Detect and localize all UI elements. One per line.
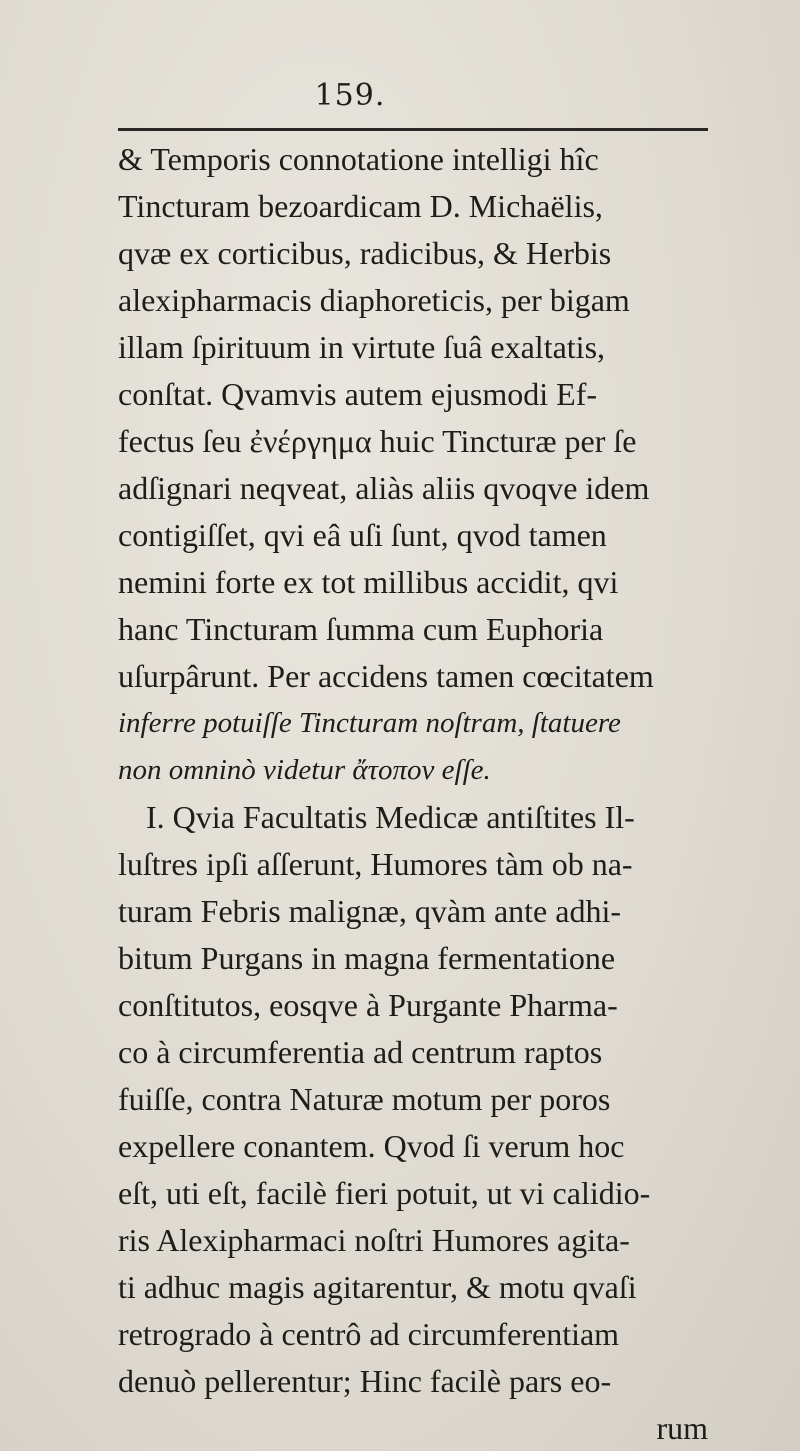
header-rule <box>118 128 708 131</box>
text-line: uſurpârunt. Per accidens tamen cœcitatem <box>118 658 654 694</box>
text-line: co à circumferentia ad centrum raptos <box>118 1034 603 1070</box>
text-line: ti adhuc magis agitarentur, & motu qvaſi <box>118 1269 637 1305</box>
text-line: Tincturam bezoardicam D. Michaëlis, <box>118 188 603 224</box>
text-line: ris Alexipharmaci noſtri Humores agita- <box>118 1222 630 1258</box>
text-line: conſtitutos, eosqve à Purgante Pharma- <box>118 987 618 1023</box>
text-line: fuiſſe, contra Naturæ motum per poros <box>118 1081 611 1117</box>
text-line: expellere conantem. Qvod ſi verum hoc <box>118 1128 625 1164</box>
text-line: contigiſſet, qvi eâ uſi ſunt, qvod tamen <box>118 517 607 553</box>
text-line: qvæ ex corticibus, radicibus, & Herbis <box>118 235 612 271</box>
text-line: illam ſpirituum in virtute ſuâ exaltatis, <box>118 329 606 365</box>
text-line: retrogrado à centrô ad circumferentiam <box>118 1316 620 1352</box>
text-line: alexipharmacis diaphoreticis, per bigam <box>118 282 630 318</box>
italic-text-line: non omninò videtur ἄτοπον eſſe. <box>118 754 491 786</box>
text-line: conſtat. Qvamvis autem ejusmodi Ef- <box>118 376 597 412</box>
text-line: denuò pellerentur; Hinc facilè pars eo- <box>118 1363 612 1399</box>
text-line: nemini forte ex tot millibus accidit, qvi <box>118 564 619 600</box>
catchword: rum <box>656 1410 708 1446</box>
text-line: hanc Tincturam ſumma cum Euphoria <box>118 611 604 647</box>
page-number: 159. <box>314 78 386 113</box>
text-line: fectus ſeu ἐνέργημα huic Tincturæ per ſe <box>118 423 637 459</box>
text-line: & Temporis connotatione intelligi hîc <box>118 141 599 177</box>
body-text <box>118 136 718 1451</box>
text-line: luſtres ipſi aſſerunt, Humores tàm ob na- <box>118 846 633 882</box>
italic-text-line: inferre potuiſſe Tincturam noſtram, ſtatuere <box>118 707 621 739</box>
text-line: bitum Purgans in magna fermentatione <box>118 940 616 976</box>
text-line: eſt, uti eſt, facilè fieri potuit, ut vi calidio- <box>118 1175 651 1211</box>
text-line: adſignari neqveat, aliàs aliis qvoqve idem <box>118 470 650 506</box>
section-start-line: I. Qvia Facultatis Medicæ antiſtites Il- <box>146 799 635 835</box>
text-line: turam Febris malignæ, qvàm ante adhi- <box>118 893 621 929</box>
